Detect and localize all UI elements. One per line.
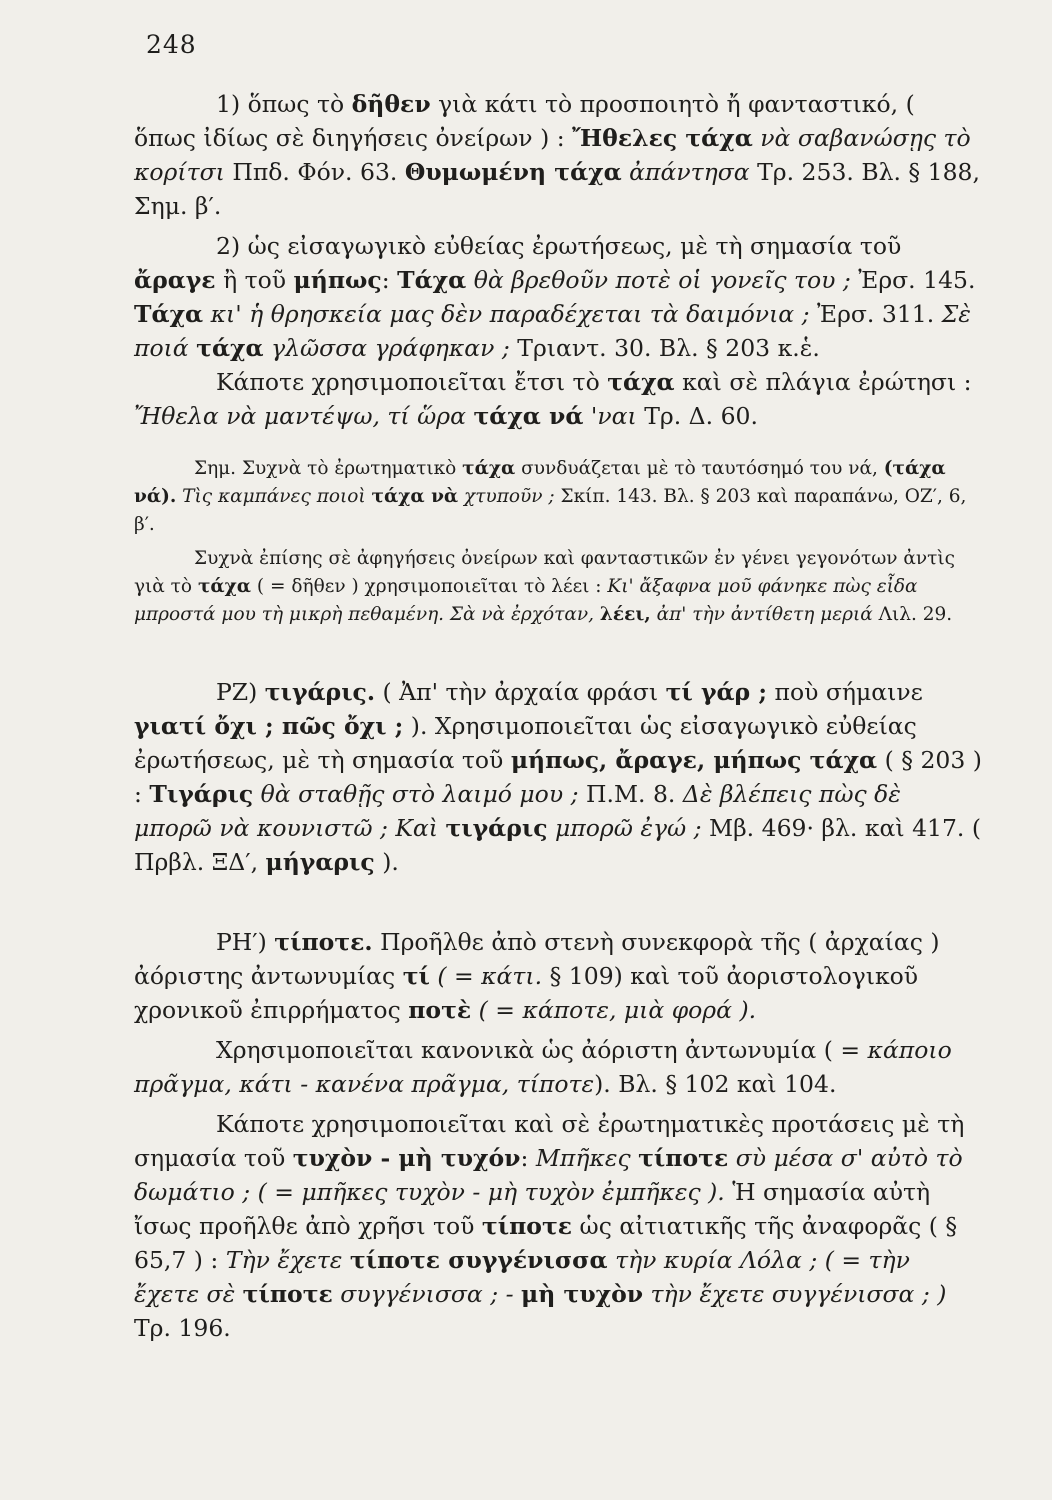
paragraph-3-indirect: Κάποτε χρησιμοποιεῖται ἔτσι τὸ τάχα καὶ σὲ πλάγια ἐρώτησι : Ἤθελα νὰ μαντέψω, τί ὥρα τάχα νά 'ναι Τρ. Δ. 60.: [134, 368, 972, 430]
paragraph-tipote-usage: Χρησιμοποιεῖται κανονικὰ ὡς ἀόριστη ἀντωνυμία ( = κάποιο πρᾶγμα, κάτι - κανένα πρᾶγμα, τίποτε). Βλ. § 102 καὶ 104.: [134, 1036, 952, 1098]
paragraph-tipote-question: Κάποτε χρησιμοποιεῖται καὶ σὲ ἐρωτηματικὲς προτάσεις μὲ τὴ σημασία τοῦ τυχὸν - μὴ τυχόν: Μπῆκες τίποτε σὺ μέσα σ' αὐτὸ τὸ δωμάτιο ; ( = μπῆκες τυχὸν - μὴ τυχὸν ἐμπῆκες ). Ἡ σημασία αὐτὴ ἴσως προῆλθε ἀπὸ χρῆσι τοῦ τίποτε ὡς αἰτιατικῆς τῆς ἀναφορᾶς ( § 65,7 ) : Τὴν ἔχετε τίποτε συγγένισσα τὴν κυρία Λόλα ; ( = τὴν ἔχετε σὲ τίποτε συγγένισσα ; - μὴ τυχὸν τὴν ἔχετε συγγένισσα ; ) Τρ. 196.: [134, 1110, 965, 1342]
section-rh-tipote: ΡΗ′) τίποτε. Προῆλθε ἀπὸ στενὴ συνεκφορὰ τῆς ( ἀρχαίας ) ἀόριστης ἀντωνυμίας τί ( = κάτι. § 109) καὶ τοῦ ἀοριστολογικοῦ χρονικοῦ ἐπιρρήματος ποτὲ ( = κάποτε, μιὰ φορά ).: [134, 928, 940, 1024]
section-rz-tigaris: ΡΖ) τιγάρις. ( Ἀπ' τὴν ἀρχαία φράσι τί γάρ ; ποὺ σήμαινε γιατί ὄχι ; πῶς ὄχι ; ). Χρησιμοποιεῖται ὡς εἰσαγωγικὸ εὐθείας ἐρωτήσεως, μὲ τὴ σημασία τοῦ μήπως, ἄραγε, μήπως τάχα ( § 203 ) : Τιγάρις θὰ σταθῇς στὸ λαιμό μου ; Π.Μ. 8. Δὲ βλέπεις πὼς δὲ μπορῶ νὰ κουνιστῶ ; Καὶ τιγάρις μπορῶ ἐγώ ; Μβ. 469· βλ. καὶ 417. ( Πρβλ. ΞΔ′, μήγαρις ).: [134, 678, 982, 876]
paragraph-1-dithen: 1) ὅπως τὸ δῆθεν γιὰ κάτι τὸ προσποιητὸ ἤ φανταστικό, ( ὅπως ἰδίως σὲ διηγήσεις ὀνείρων ) : Ἤθελες τάχα νὰ σαβανώσῃς τὸ κορίτσι Ππδ. Φόν. 63. Θυμωμένη τάχα ἀπάντησα Τρ. 253. Βλ. § 188, Σημ. β′.: [134, 90, 980, 220]
page-number: 248: [146, 30, 197, 59]
paragraph-2-question: 2) ὡς εἰσαγωγικὸ εὐθείας ἐρωτήσεως, μὲ τὴ σημασία τοῦ ἄραγε ἢ τοῦ μήπως: Τάχα θὰ βρεθοῦν ποτὲ οἱ γονεῖς του ; Ἐρσ. 145. Τάχα κι' ἡ θρησκεία μας δὲν παραδέχεται τὰ δαιμόνια ; Ἐρσ. 311. Σὲ ποιά τάχα γλῶσσα γράφηκαν ; Τριαντ. 30. Βλ. § 203 κ.ἑ.: [134, 232, 976, 362]
note-paragraph-1: Σημ. Συχνὰ τὸ ἐρωτηματικὸ τάχα συνδυάζεται μὲ τὸ ταυτόσημό του νά, (τάχα νά). Τὶς καμπάνες ποιοὶ τάχα νὰ χτυποῦν ; Σκίπ. 143. Βλ. § 203 καὶ παραπάνω, ΟΖ′, 6, β′.: [134, 458, 967, 535]
note-paragraph-2: Συχνὰ ἐπίσης σὲ ἀφηγήσεις ὀνείρων καὶ φανταστικῶν ἐν γένει γεγονότων ἀντὶς γιὰ τὸ τάχα ( = δῆθεν ) χρησιμοποιεῖται τὸ λέει : Κι' ἄξαφνα μοῦ φάνηκε πὼς εἶδα μπροστά μου τὴ μικρὴ πεθαμένη. Σὰ νὰ ἐρχόταν, λέει, ἀπ' τὴν ἀντίθετη μεριά Λιλ. 29.: [134, 548, 955, 625]
